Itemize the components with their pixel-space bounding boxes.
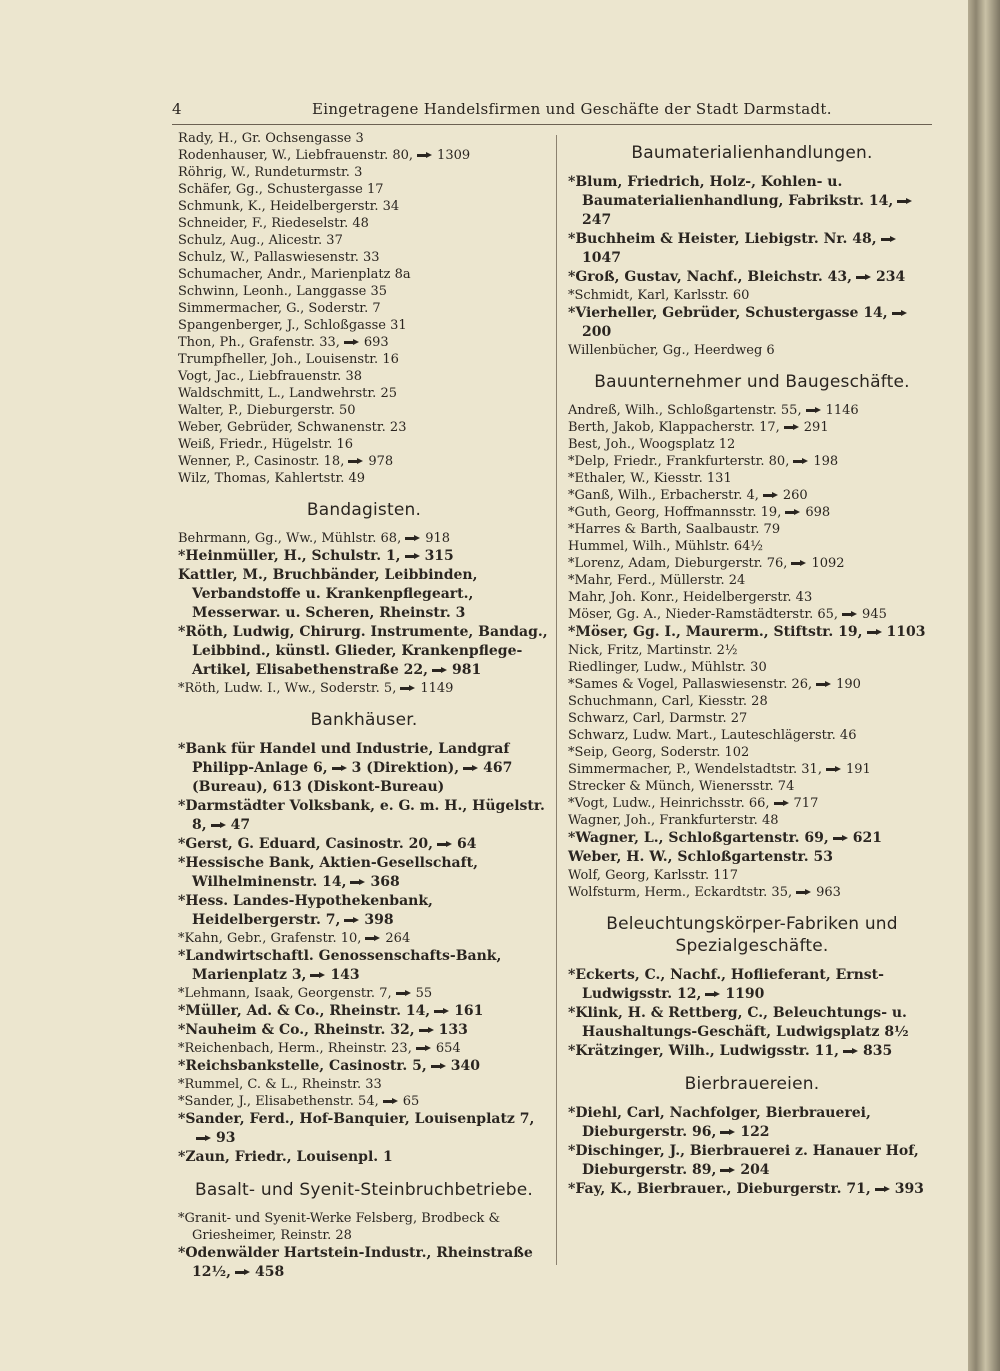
entry-text: *Groß, Gustav, Nachf., Bleichstr. 43,	[568, 269, 853, 285]
telephone-icon	[897, 198, 912, 205]
directory-entry	[568, 538, 936, 555]
directory-entry	[178, 1057, 550, 1076]
directory-entry	[568, 1042, 936, 1061]
entry-text: Wilz, Thomas, Kahlertstr. 49	[178, 471, 366, 486]
entry-text: *Gerst, G. Eduard, Casinostr. 20,	[178, 836, 433, 852]
directory-entry	[178, 283, 550, 300]
entry-text: *Sander, Ferd., Hof-Banquier, Louisenplatz 7,	[178, 1111, 535, 1127]
telephone-number: 1149	[420, 681, 454, 696]
directory-entry	[568, 1180, 936, 1199]
entry-text: *Möser, Gg. I., Maurerm., Stiftstr. 19,	[568, 624, 863, 640]
directory-entry	[568, 1004, 936, 1042]
directory-entry	[178, 985, 550, 1002]
telephone-number: 981	[451, 662, 482, 678]
entry-text: Vogt, Jac., Liebfrauenstr. 38	[178, 369, 362, 384]
directory-entry	[178, 130, 550, 147]
directory-entry	[568, 1142, 936, 1180]
entry-text: Schwarz, Ludw. Mart., Lauteschlägerstr. 46	[568, 728, 857, 743]
page-number: 4	[172, 100, 182, 118]
entry-text: Rady, H., Gr. Ochsengasse 3	[178, 131, 364, 146]
telephone-number: 717	[793, 796, 819, 811]
entry-text: Wagner, Joh., Frankfurterstr. 48	[568, 813, 779, 828]
telephone-icon	[432, 667, 447, 674]
entry-text: Berth, Jakob, Klappacherstr. 17,	[568, 420, 780, 435]
directory-entry	[178, 266, 550, 283]
telephone-icon	[405, 535, 420, 542]
telephone-number: 393	[894, 1181, 924, 1197]
telephone-number: 198	[813, 454, 839, 469]
entry-text: *Röth, Ludw. I., Ww., Soderstr. 5,	[178, 681, 397, 696]
directory-entry	[568, 342, 936, 359]
telephone-number: 654	[435, 1041, 461, 1056]
directory-entry	[568, 676, 936, 693]
entry-text: *Odenwälder Hartstein-Industr., Rheinstraße 12½,	[178, 1245, 533, 1280]
right-column	[568, 130, 936, 1199]
directory-entry	[568, 453, 936, 470]
entry-text: *Reichenbach, Herm., Rheinstr. 23,	[178, 1041, 412, 1056]
telephone-icon	[344, 339, 359, 346]
entry-text: *Dischinger, J., Bierbrauerei z. Hanauer Hof, Dieburgerstr. 89,	[568, 1143, 919, 1178]
entry-tail: 467 (Bureau), 613 (Diskont-Bureau)	[192, 760, 513, 795]
directory-entry	[568, 504, 936, 521]
telephone-number: 1146	[825, 403, 859, 418]
directory-entry	[568, 966, 936, 1004]
directory-entry	[568, 710, 936, 727]
entry-text: *Müller, Ad. & Co., Rheinstr. 14,	[178, 1003, 431, 1019]
directory-entry	[568, 555, 936, 572]
left-column	[178, 130, 550, 1282]
telephone-number: 291	[803, 420, 829, 435]
directory-entry	[568, 487, 936, 504]
entry-text: Schumacher, Andr., Marienplatz 8a	[178, 267, 411, 282]
telephone-number: 143	[330, 967, 360, 983]
entry-text: Weber, H. W., Schloßgartenstr. 53	[568, 849, 833, 865]
directory-entry	[178, 198, 550, 215]
telephone-icon	[332, 765, 347, 772]
directory-entry	[178, 470, 550, 487]
directory-entry	[568, 304, 936, 342]
telephone-number: 234	[876, 269, 906, 285]
directory-entry	[568, 402, 936, 419]
entry-text: *Bank für Handel und Industrie, Landgraf Philipp-Anlage 6,	[178, 741, 510, 776]
directory-entry	[178, 1244, 550, 1282]
directory-entry	[568, 761, 936, 778]
telephone-number: 918	[425, 531, 451, 546]
telephone-number: 133	[438, 1022, 468, 1038]
directory-entry	[568, 606, 936, 623]
directory-entry	[568, 268, 936, 287]
section-title: Bierbrauereien.	[684, 1074, 820, 1094]
directory-entry	[178, 892, 550, 930]
entry-text: Behrmann, Gg., Ww., Mühlstr. 68,	[178, 531, 402, 546]
telephone-icon	[867, 629, 882, 636]
telephone-icon	[344, 917, 359, 924]
entry-text: Schäfer, Gg., Schustergasse 17	[178, 182, 384, 197]
section-title: Bauunternehmer und Baugeschäfte.	[594, 372, 910, 392]
telephone-icon	[892, 310, 907, 317]
entry-text: *Wagner, L., Schloßgartenstr. 69,	[568, 830, 829, 846]
telephone-number: 945	[862, 607, 887, 622]
telephone-icon	[383, 1098, 398, 1105]
directory-entry	[568, 744, 936, 761]
telephone-icon	[211, 822, 226, 829]
entry-text: *Vierheller, Gebrüder, Schustergasse 14,	[568, 305, 888, 321]
directory-entry	[178, 351, 550, 368]
entry-text: Best, Joh., Woogsplatz 12	[568, 437, 736, 452]
entry-text: Nick, Fritz, Martinstr. 2½	[568, 643, 738, 658]
directory-entry	[568, 659, 936, 676]
telephone-icon	[881, 236, 896, 243]
entry-text: *Landwirtschaftl. Genossenschafts-Bank, Marienplatz 3,	[178, 948, 502, 983]
telephone-number: 190	[836, 677, 861, 692]
entry-text: *Kahn, Gebr., Grafenstr. 10,	[178, 931, 362, 946]
directory-entry	[568, 1104, 936, 1142]
entry-text: Riedlinger, Ludw., Mühlstr. 30	[568, 660, 767, 675]
entry-text: *Diehl, Carl, Nachfolger, Bierbrauerei, Dieburgerstr. 96,	[568, 1105, 871, 1140]
entry-text: Simmermacher, P., Wendelstadtstr. 31,	[568, 762, 822, 777]
entry-text: Schneider, F., Riedeselstr. 48	[178, 216, 369, 231]
directory-entry	[568, 727, 936, 744]
directory-entry	[568, 812, 936, 829]
entry-text: *Eckerts, C., Nachf., Hoflieferant, Ernst-Ludwigsstr. 12,	[568, 967, 884, 1002]
directory-entry	[178, 453, 550, 470]
entry-text: Schulz, Aug., Alicestr. 37	[178, 233, 343, 248]
telephone-number: 204	[740, 1162, 770, 1178]
telephone-icon	[785, 509, 800, 516]
telephone-icon	[365, 935, 380, 942]
entry-text: *Zaun, Friedr., Louisenpl. 1	[178, 1149, 393, 1165]
entry-text: Waldschmitt, L., Landwehrstr. 25	[178, 386, 397, 401]
directory-entry	[178, 368, 550, 385]
directory-entry	[568, 829, 936, 848]
directory-entry	[568, 173, 936, 230]
entry-text: Hummel, Wilh., Mühlstr. 64½	[568, 539, 763, 554]
section-title: Bandagisten.	[306, 500, 422, 520]
entry-text: Willenbücher, Gg., Heerdweg 6	[568, 343, 775, 358]
directory-entry	[178, 930, 550, 947]
directory-entry	[178, 215, 550, 232]
telephone-icon	[816, 681, 831, 688]
directory-entry	[178, 947, 550, 985]
entry-text: *Klink, H. & Rettberg, C., Beleuchtungs- u. Haushaltungs-Geschäft, Ludwigsplatz 8½	[568, 1005, 909, 1040]
telephone-number: 260	[782, 488, 808, 503]
telephone-icon	[796, 889, 811, 896]
directory-entry	[178, 1148, 550, 1167]
directory-entry	[178, 334, 550, 351]
telephone-icon	[791, 560, 806, 567]
telephone-icon	[720, 1167, 735, 1174]
telephone-icon	[437, 841, 452, 848]
directory-entry	[568, 521, 936, 538]
page-header	[172, 98, 932, 125]
directory-entry	[568, 795, 936, 812]
telephone-icon	[434, 1008, 449, 1015]
directory-entry	[568, 884, 936, 901]
entry-text: Andreß, Wilh., Schloßgartenstr. 55,	[568, 403, 802, 418]
telephone-number: 64	[456, 836, 477, 852]
entry-text: Spangenberger, J., Schloßgasse 31	[178, 318, 407, 333]
entry-text: Mahr, Joh. Konr., Heidelbergerstr. 43	[568, 590, 813, 605]
entry-text: *Sander, J., Elisabethenstr. 54,	[178, 1094, 379, 1109]
directory-entry	[178, 835, 550, 854]
telephone-icon	[417, 152, 432, 159]
telephone-icon	[784, 424, 799, 431]
telephone-icon	[774, 800, 789, 807]
telephone-icon	[843, 1048, 858, 1055]
entry-text: *Hessische Bank, Aktien-Gesellschaft, Wilhelminenstr. 14,	[178, 855, 478, 890]
telephone-number: 1103	[886, 624, 926, 640]
entry-text: Möser, Gg. A., Nieder-Ramstädterstr. 65,	[568, 607, 839, 622]
entry-text: *Blum, Friedrich, Holz-, Kohlen- u. Baumaterialienhandlung, Fabrikstr. 14,	[568, 174, 894, 209]
entry-text: *Reichsbankstelle, Casinostr. 5,	[178, 1058, 427, 1074]
entry-text: Wolf, Georg, Karlsstr. 117	[568, 868, 739, 883]
entry-text: *Ganß, Wilh., Erbacherstr. 4,	[568, 488, 759, 503]
entry-text: Thon, Ph., Grafenstr. 33,	[178, 335, 340, 350]
directory-entry	[178, 1210, 550, 1244]
entry-text: *Heinmüller, H., Schulstr. 1,	[178, 548, 401, 564]
entry-text: *Krätzinger, Wilh., Ludwigsstr. 11,	[568, 1043, 839, 1059]
telephone-icon	[842, 611, 857, 618]
entry-text: *Buchheim & Heister, Liebigstr. Nr. 48,	[568, 231, 877, 247]
telephone-number: 200	[582, 324, 612, 340]
entry-text: *Granit- und Syenit-Werke Felsberg, Brodbeck & Griesheimer, Reinstr. 28	[178, 1211, 501, 1243]
telephone-icon	[856, 274, 871, 281]
directory-entry	[178, 1076, 550, 1093]
telephone-icon	[793, 458, 808, 465]
telephone-icon	[705, 991, 720, 998]
telephone-number: 65	[402, 1094, 420, 1109]
directory-entry	[568, 867, 936, 884]
directory-entry	[568, 436, 936, 453]
entry-text: Wenner, P., Casinostr. 18,	[178, 454, 345, 469]
section-title: Baumaterialienhandlungen.	[631, 143, 873, 163]
telephone-icon	[763, 492, 778, 499]
telephone-number: 315	[424, 548, 454, 564]
entry-text: *Darmstädter Volksbank, e. G. m. H., Hügelstr. 8,	[178, 798, 545, 833]
directory-entry	[178, 680, 550, 697]
running-title: Eingetragene Handelsfirmen und Geschäfte der Stadt Darmstadt.	[312, 100, 832, 118]
telephone-number: 1047	[582, 250, 621, 266]
entry-text: Schulz, W., Pallaswiesenstr. 33	[178, 250, 380, 265]
entry-text: Schuchmann, Carl, Kiesstr. 28	[568, 694, 768, 709]
directory-entry	[568, 419, 936, 436]
directory-entry	[568, 287, 936, 304]
entry-text: *Delp, Friedr., Frankfurterstr. 80,	[568, 454, 790, 469]
entry-text: *Harres & Barth, Saalbaustr. 79	[568, 522, 781, 537]
telephone-number: 398	[364, 912, 394, 928]
directory-entry	[178, 797, 550, 835]
directory-entry	[178, 1021, 550, 1040]
directory-entry	[568, 848, 936, 867]
directory-entry	[178, 164, 550, 181]
entry-text: Walter, P., Dieburgerstr. 50	[178, 403, 356, 418]
telephone-number: 247	[582, 212, 612, 228]
directory-entry	[178, 1110, 550, 1148]
directory-entry	[568, 693, 936, 710]
telephone-number: 1190	[725, 986, 765, 1002]
telephone-icon	[463, 765, 478, 772]
telephone-number: 1092	[811, 556, 845, 571]
entry-text: Schwinn, Leonh., Langgasse 35	[178, 284, 388, 299]
telephone-number: 161	[454, 1003, 484, 1019]
telephone-icon	[826, 766, 841, 773]
telephone-icon	[720, 1129, 735, 1136]
telephone-icon	[400, 685, 415, 692]
section-title: Basalt- und Syenit-Steinbruchbetriebe.	[194, 1180, 534, 1200]
entry-text: Röhrig, W., Rundeturmstr. 3	[178, 165, 363, 180]
directory-entry	[178, 1002, 550, 1021]
telephone-number: 191	[845, 762, 871, 777]
directory-entry	[178, 740, 550, 797]
telephone-number: 3 (Direktion),	[351, 760, 460, 776]
directory-entry	[178, 1040, 550, 1057]
entry-text: Wolfsturm, Herm., Eckardtstr. 35,	[568, 885, 793, 900]
telephone-number: 47	[230, 817, 251, 833]
directory-entry	[178, 147, 550, 164]
entry-text: Rodenhauser, W., Liebfrauenstr. 80,	[178, 148, 414, 163]
directory-entry	[178, 854, 550, 892]
entry-text: *Vogt, Ludw., Heinrichsstr. 66,	[568, 796, 770, 811]
entry-text: *Guth, Georg, Hoffmannsstr. 19,	[568, 505, 782, 520]
column-divider	[556, 135, 557, 1265]
entry-text: *Ethaler, W., Kiesstr. 131	[568, 471, 732, 486]
telephone-icon	[196, 1135, 211, 1142]
directory-entry	[568, 623, 936, 642]
entry-text: Trumpfheller, Joh., Louisenstr. 16	[178, 352, 399, 367]
telephone-number: 693	[363, 335, 389, 350]
telephone-number: 1309	[437, 148, 471, 163]
section-title: Bankhäuser.	[310, 710, 418, 730]
page-edge	[968, 0, 1000, 1371]
entry-text: Strecker & Münch, Wienersstr. 74	[568, 779, 795, 794]
telephone-number: 621	[852, 830, 883, 846]
telephone-icon	[235, 1269, 250, 1276]
entry-text: Schwarz, Carl, Darmstr. 27	[568, 711, 748, 726]
telephone-icon	[310, 972, 325, 979]
telephone-number: 368	[370, 874, 400, 890]
telephone-icon	[348, 458, 363, 465]
directory-entry	[178, 402, 550, 419]
directory-entry	[568, 230, 936, 268]
directory-entry	[178, 566, 550, 623]
directory-entry	[178, 317, 550, 334]
telephone-number: 963	[816, 885, 841, 900]
directory-entry	[178, 181, 550, 198]
entry-text: Simmermacher, G., Soderstr. 7	[178, 301, 381, 316]
telephone-number: 122	[740, 1124, 770, 1140]
entry-text: *Hess. Landes-Hypothekenbank, Heidelbergerstr. 7,	[178, 893, 433, 928]
entry-text: *Nauheim & Co., Rheinstr. 32,	[178, 1022, 415, 1038]
entry-text: Weber, Gebrüder, Schwanenstr. 23	[178, 420, 407, 435]
telephone-icon	[416, 1045, 431, 1052]
telephone-number: 264	[385, 931, 411, 946]
entry-text: *Rummel, C. & L., Rheinstr. 33	[178, 1077, 382, 1092]
telephone-icon	[419, 1027, 434, 1034]
directory-entry	[178, 623, 550, 680]
entry-text: Kattler, M., Bruchbänder, Leibbinden, Verbandstoffe u. Krankenpflegeart., Messerwar. u. Scheren, Rheinstr. 3	[178, 567, 478, 621]
entry-text: *Lehmann, Isaak, Georgenstr. 7,	[178, 986, 392, 1001]
telephone-number: 55	[415, 986, 433, 1001]
entry-text: *Röth, Ludwig, Chirurg. Instrumente, Bandag., Leibbind., künstl. Glieder, Krankenpflege-Artikel, Elisabethenstraße 22,	[178, 624, 548, 678]
entry-text: Weiß, Friedr., Hügelstr. 16	[178, 437, 354, 452]
telephone-icon	[806, 407, 821, 414]
telephone-number: 978	[368, 454, 394, 469]
entry-text: Schmunk, K., Heidelbergerstr. 34	[178, 199, 400, 214]
telephone-number: 698	[805, 505, 831, 520]
section-title: Beleuchtungskörper-Fabriken und Spezialgeschäfte.	[606, 914, 898, 956]
telephone-icon	[833, 835, 848, 842]
directory-entry	[568, 778, 936, 795]
entry-text: *Schmidt, Karl, Karlsstr. 60	[568, 288, 750, 303]
telephone-number: 458	[254, 1264, 285, 1280]
directory-entry	[178, 232, 550, 249]
entry-text: *Mahr, Ferd., Müllerstr. 24	[568, 573, 746, 588]
telephone-icon	[875, 1186, 890, 1193]
entry-text: *Lorenz, Adam, Dieburgerstr. 76,	[568, 556, 788, 571]
directory-entry	[568, 642, 936, 659]
telephone-number: 93	[216, 1130, 236, 1146]
entry-text: *Sames & Vogel, Pallaswiesenstr. 26,	[568, 677, 813, 692]
telephone-icon	[405, 553, 420, 560]
entry-text: *Fay, K., Bierbrauer., Dieburgerstr. 71,	[568, 1181, 871, 1197]
entry-text: *Seip, Georg, Soderstr. 102	[568, 745, 750, 760]
directory-entry	[568, 572, 936, 589]
directory-entry	[178, 300, 550, 317]
telephone-icon	[350, 879, 365, 886]
directory-entry	[568, 470, 936, 487]
directory-entry	[178, 436, 550, 453]
telephone-number: 340	[450, 1058, 481, 1074]
directory-entry	[178, 547, 550, 566]
telephone-icon	[396, 990, 411, 997]
directory-entry	[178, 385, 550, 402]
directory-entry	[178, 530, 550, 547]
directory-entry	[178, 1093, 550, 1110]
directory-entry	[178, 249, 550, 266]
telephone-icon	[431, 1063, 446, 1070]
telephone-number: 835	[862, 1043, 893, 1059]
directory-entry	[178, 419, 550, 436]
directory-entry	[568, 589, 936, 606]
